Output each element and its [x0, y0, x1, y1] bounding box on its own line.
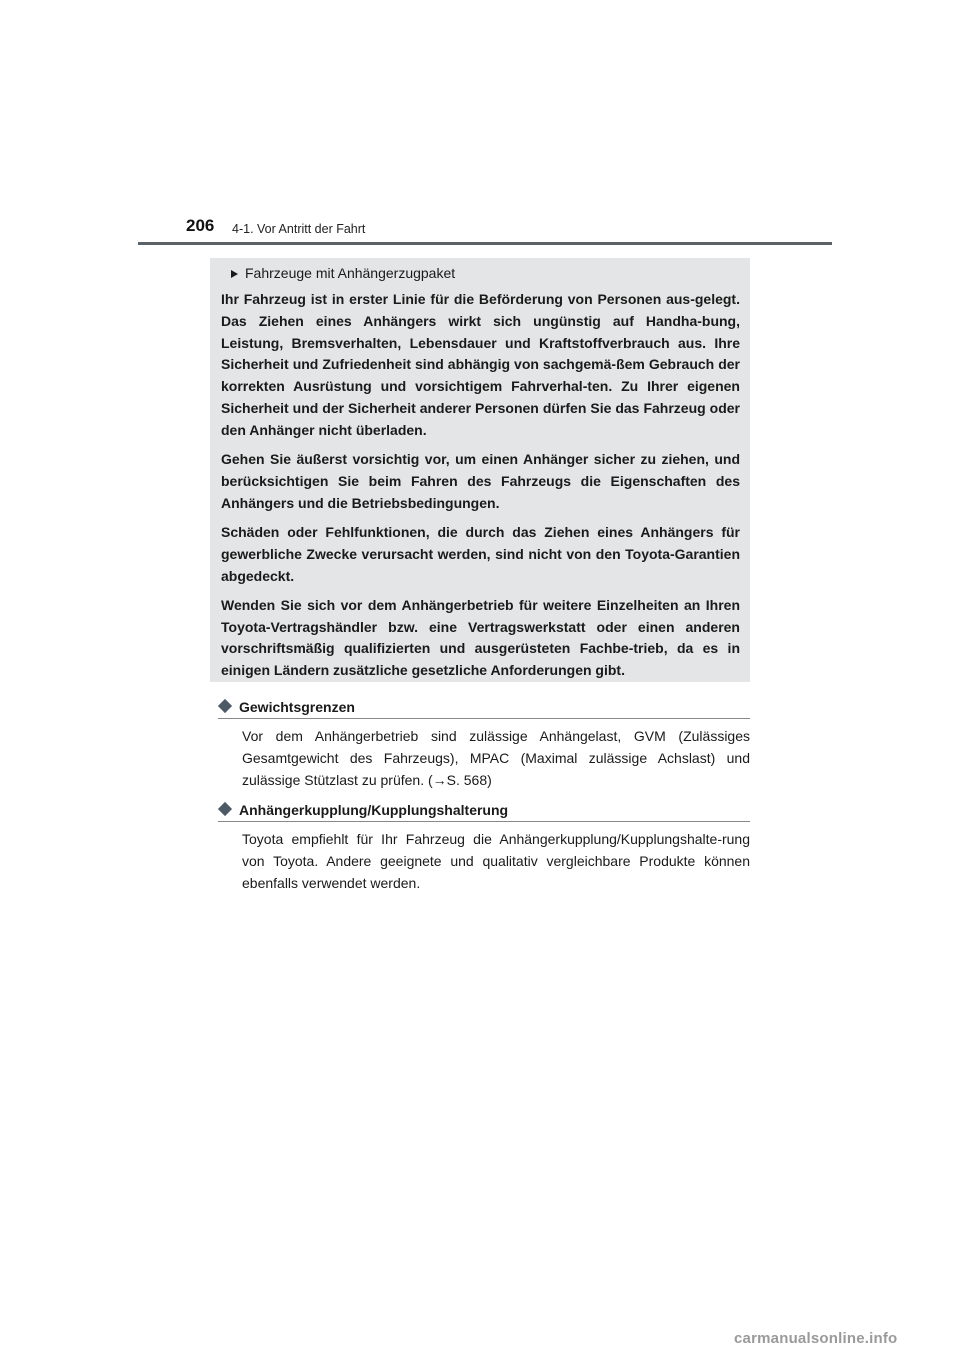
section-body: Vor dem Anhängerbetrieb sind zulässige Anhängelast, GVM (Zulässiges Gesamtgewicht des Fahrzeugs), MPAC (Maximal zulässige Achslast) und zulässige Stützlast zu prüfen. (→S. 568): [242, 728, 750, 788]
notice-paragraph: Schäden oder Fehlfunktionen, die durch das Ziehen eines Anhängers für gewerbliche Zwecke verursacht werden, sind nicht von den Toyota-Garantien abgedeckt.: [221, 523, 740, 584]
notice-box: [210, 258, 750, 682]
section-weight-limits: [218, 696, 750, 791]
watermark: carmanualsonline.info: [734, 1330, 898, 1347]
notice-paragraph: Ihr Fahrzeug ist in erster Linie für die Beförderung von Personen aus-gelegt. Das Ziehen eines Anhängers wirkt sich ungünstig auf Handha-bung, Leistung, Bremsverhalten, Lebensdauer und Kraftstoffverbrauch aus. Ihre Sicherheit und Zufriedenheit sind abhängig von sachgemä-ßem Gebrauch der korrekten Ausrüstung und vorsichtigem Fahrverhal-ten. Zu Ihrer eigenen Sicherheit und der Sicherheit anderer Personen dürfen Sie das Fahrzeug oder den Anhänger nicht überladen.: [221, 291, 740, 438]
triangle-right-icon: [231, 270, 238, 278]
section-trailer-hitch: [218, 799, 750, 894]
header-divider: [138, 242, 832, 245]
section-heading: [218, 799, 750, 822]
section-title: 4-1. Vor Antritt der Fahrt: [232, 222, 366, 236]
notice-paragraph: Gehen Sie äußerst vorsichtig vor, um einen Anhänger sicher zu ziehen, und berücksichtigen Sie beim Fahren des Fahrzeugs die Eigenschaften des Anhängers und die Betriebsbedingungen.: [221, 451, 740, 511]
diamond-icon: [218, 699, 232, 713]
section-heading-label: Anhängerkupplung/Kupplungshalterung: [239, 802, 509, 818]
page-number: 206: [186, 216, 215, 235]
section-heading-label: Gewichtsgrenzen: [239, 699, 355, 715]
notice-heading: [231, 262, 740, 284]
notice-paragraph: Wenden Sie sich vor dem Anhängerbetrieb für weitere Einzelheiten an Ihren Toyota-Vertragshändler bzw. eine Vertragswerkstatt oder einen anderen vorschriftsmäßig qualifizierten und ausgerüsteten Fachbe-trieb, da es in einigen Ländern zusätzliche gesetzliche Anforderungen gibt.: [221, 596, 740, 679]
section-heading: [218, 696, 750, 719]
diamond-icon: [218, 802, 232, 816]
section-body: Toyota empfiehlt für Ihr Fahrzeug die Anhängerkupplung/Kupplungshalte-rung von Toyota. Andere geeignete und qualitativ vergleichbare Produkte können ebenfalls verwendet werden.: [242, 831, 750, 891]
notice-heading-label: Fahrzeuge mit Anhängerzugpaket: [245, 265, 456, 281]
